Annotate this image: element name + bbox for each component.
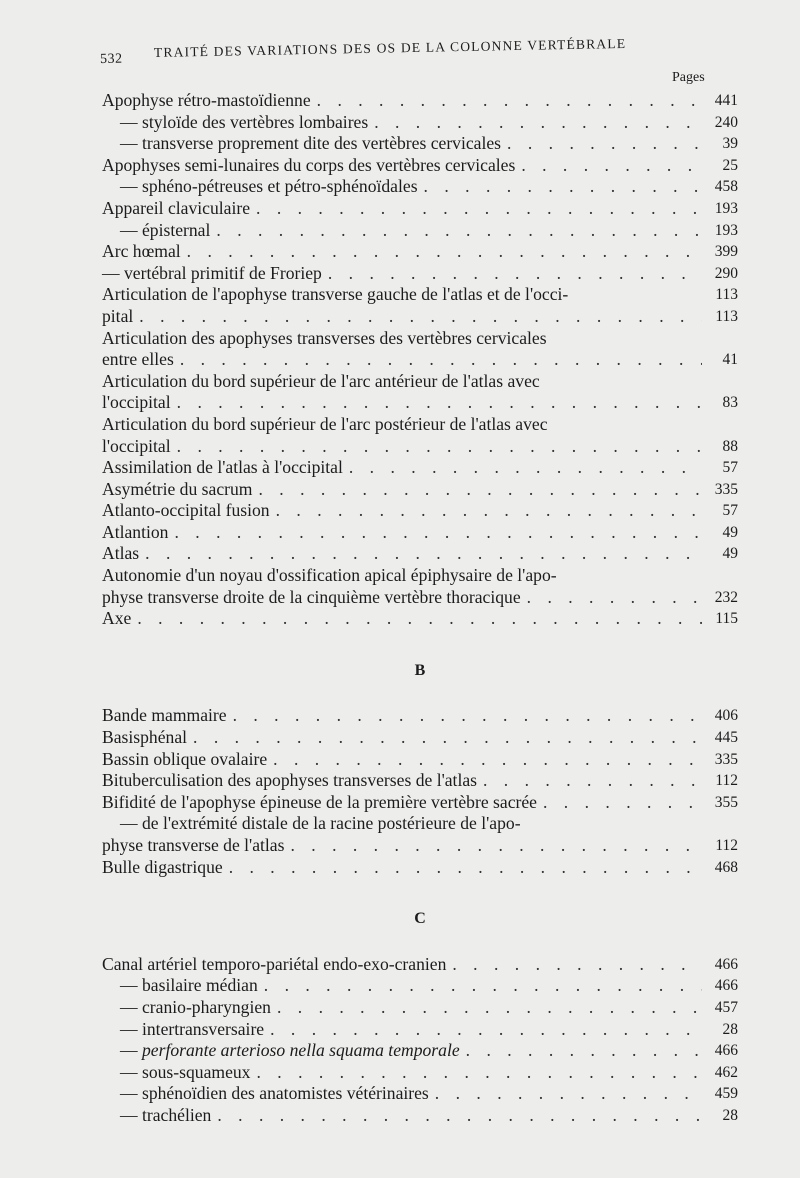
entry-page: 88 [722, 437, 738, 455]
entry-text: Atlas [102, 543, 140, 564]
entry-page: 445 [714, 729, 738, 747]
leader-dots [435, 1083, 702, 1105]
entry-text: Arc hœmal [102, 241, 181, 262]
index-entry [102, 543, 738, 565]
entry-page: 49 [722, 545, 738, 563]
entry-text: Bituberculisation des apophyses transverses de l'atlas [102, 770, 477, 791]
leader-dots [277, 997, 702, 1019]
entry-page: 240 [714, 113, 738, 131]
entry-text: Atlanto-occipital fusion [102, 500, 270, 521]
running-title: TRAITÉ DES VARIATIONS DES OS DE LA COLONNE VERTÉBRALE [153, 35, 627, 60]
section-letter: C [414, 910, 426, 928]
entry-text: entre elles [102, 349, 174, 370]
index-entry [102, 1105, 738, 1127]
entry-text: Asymétrie du sacrum [102, 478, 253, 499]
leader-dots [290, 835, 702, 857]
index-entry [102, 1062, 738, 1084]
index-entry [102, 328, 738, 350]
entry-text: — styloïde des vertèbres lombaires [120, 111, 369, 132]
index-entry [102, 997, 738, 1019]
index-entry [102, 565, 738, 587]
entry-text: Appareil claviculaire [102, 197, 251, 218]
entry-page: 113 [715, 286, 738, 304]
index-entry [102, 241, 738, 263]
entry-page: 193 [714, 199, 738, 217]
entry-text: Bifidité de l'apophyse épineuse de la première vertèbre sacrée [102, 791, 537, 812]
entry-page: 466 [714, 977, 738, 995]
entry-text: Bande mammaire [102, 705, 227, 726]
leader-dots [187, 241, 702, 263]
leader-dots [137, 608, 702, 630]
leader-dots [521, 155, 702, 177]
entry-text: l'occipital [102, 392, 171, 413]
index-entry [102, 457, 738, 479]
entry-text: Articulation des apophyses transverses des vertèbres cervicales [102, 327, 547, 348]
entry-page: 459 [714, 1085, 738, 1103]
leader-dots [483, 770, 702, 792]
leader-dots [216, 220, 702, 242]
entry-page: 406 [714, 707, 738, 725]
leader-dots [256, 198, 702, 220]
entry-page: 83 [722, 394, 738, 412]
leader-dots [180, 349, 702, 371]
entry-page: 458 [714, 178, 738, 196]
index-list [102, 90, 738, 1127]
index-entry [102, 133, 738, 155]
entry-text: Autonomie d'un noyau d'ossification apical épiphysaire de l'apo- [102, 565, 557, 586]
leader-dots [527, 587, 702, 609]
index-entry [102, 306, 738, 328]
leader-dots [217, 1105, 702, 1127]
entry-text: l'occipital [102, 435, 171, 456]
entry-text: Assimilation de l'atlas à l'occipital [102, 457, 343, 478]
leader-dots [270, 1019, 702, 1041]
index-entry [102, 792, 738, 814]
index-entry [102, 284, 738, 306]
index-entry [102, 1019, 738, 1041]
entry-text: — cranio-pharyngien [120, 996, 271, 1017]
entry-text: Articulation de l'apophyse transverse gauche de l'atlas et de l'occi- [102, 284, 569, 305]
entry-text: physe transverse de l'atlas [102, 835, 285, 855]
entry-page: 193 [714, 221, 738, 239]
entry-page: 466 [714, 955, 738, 973]
leader-dots [258, 479, 702, 501]
entry-text: Articulation du bord supérieur de l'arc antérieur de l'atlas avec [102, 370, 540, 391]
index-entry [102, 371, 738, 393]
leader-dots [193, 727, 702, 749]
index-entry [102, 857, 738, 879]
leader-dots [273, 749, 702, 771]
entry-page: 355 [714, 793, 738, 811]
leader-dots [424, 176, 702, 198]
leader-dots [466, 1040, 702, 1062]
entry-page: 462 [714, 1063, 738, 1081]
entry-page: 466 [714, 1042, 738, 1060]
leader-dots [233, 705, 702, 727]
entry-text: — de l'extrémité distale de la racine postérieure de l'apo- [120, 813, 521, 834]
entry-page: 441 [714, 92, 738, 109]
leader-dots [452, 954, 702, 976]
entry-page: 335 [714, 480, 738, 498]
index-entry [102, 1040, 738, 1062]
entry-text: Canal artériel temporo-pariétal endo-exo-cranien [102, 953, 447, 974]
entry-text: — transverse proprement dite des vertèbres cervicales [120, 133, 502, 154]
entry-text: Axe [102, 608, 132, 629]
entry-text: — sphénoïdien des anatomistes vétérinaires [120, 1083, 429, 1104]
index-entry [102, 414, 738, 436]
entry-page: 457 [714, 998, 738, 1016]
index-entry [102, 954, 738, 976]
entry-page: 57 [722, 459, 738, 477]
index-entry [102, 608, 738, 630]
index-entry [102, 263, 738, 285]
entry-text: Bulle digastrique [102, 856, 223, 877]
entry-page: 25 [722, 156, 738, 174]
index-entry [102, 813, 738, 835]
section-letter: B [414, 661, 426, 679]
leader-dots [507, 133, 702, 155]
leader-dots [328, 263, 702, 285]
index-entry [102, 479, 738, 501]
index-entry [102, 705, 738, 727]
leader-dots [349, 457, 702, 479]
entry-page: 49 [722, 523, 738, 541]
index-entry [102, 90, 738, 112]
entry-text: Bassin oblique ovalaire [102, 748, 268, 769]
pages-column-label: Pages [672, 70, 705, 85]
leader-dots [145, 543, 702, 565]
leader-dots [139, 306, 702, 328]
index-entry [102, 1083, 738, 1105]
entry-page: 232 [714, 588, 738, 606]
leader-dots [276, 500, 702, 522]
entry-text: — perforante arterioso nella squama temporale [120, 1040, 460, 1061]
index-entry [102, 522, 738, 544]
index-entry [102, 770, 738, 792]
entry-page: 112 [715, 837, 738, 854]
index-entry [102, 727, 738, 749]
entry-page: 112 [715, 772, 738, 790]
index-entry [102, 975, 738, 997]
entry-text: — intertransversaire [120, 1018, 265, 1039]
entry-text: pital [102, 305, 134, 326]
leader-dots [543, 792, 702, 814]
entry-page: 468 [714, 858, 738, 876]
index-entry [102, 749, 738, 771]
entry-text: Articulation du bord supérieur de l'arc postérieur de l'atlas avec [102, 413, 548, 434]
index-entry [102, 587, 738, 609]
entry-page: 115 [715, 610, 738, 628]
entry-page: 335 [714, 750, 738, 768]
index-entry [102, 436, 738, 458]
index-entry [102, 349, 738, 371]
entry-text: — épisternal [120, 219, 211, 240]
leader-dots [177, 392, 702, 414]
entry-page: 57 [722, 502, 738, 520]
leader-dots [374, 112, 702, 134]
leader-dots [174, 522, 702, 544]
entry-page: 39 [722, 135, 738, 153]
index-entry [102, 220, 738, 242]
leader-dots [229, 857, 702, 879]
page-number: 532 [99, 51, 123, 67]
entry-text: — vertébral primitif de Froriep [102, 262, 322, 283]
entry-text: Apophyses semi-lunaires du corps des vertèbres cervicales [102, 154, 516, 175]
entry-text: — sous-squameux [120, 1061, 251, 1082]
index-entry [102, 392, 738, 414]
entry-text: — trachélien [120, 1104, 212, 1125]
entry-text: Apophyse rétro-mastoïdienne [102, 90, 311, 110]
entry-page: 113 [715, 307, 738, 325]
entry-text: — sphéno-pétreuses et pétro-sphénoïdales [120, 176, 418, 197]
entry-page: 41 [722, 351, 738, 369]
entry-text: Atlantion [102, 521, 169, 542]
index-entry [102, 198, 738, 220]
index-entry [102, 500, 738, 522]
entry-text: Basisphénal [102, 727, 188, 748]
leader-dots [177, 436, 702, 458]
entry-text: — basilaire médian [120, 975, 258, 996]
entry-page: 290 [714, 264, 738, 282]
running-header [100, 29, 670, 70]
entry-page: 399 [714, 243, 738, 261]
entry-page: 28 [722, 1020, 738, 1038]
entry-text: physe transverse droite de la cinquième vertèbre thoracique [102, 586, 521, 607]
leader-dots [256, 1062, 702, 1084]
index-entry [102, 176, 738, 198]
index-entry [102, 155, 738, 177]
leader-dots [317, 90, 702, 112]
entry-page: 28 [722, 1106, 738, 1124]
index-entry [102, 835, 738, 857]
leader-dots [264, 975, 702, 997]
index-entry [102, 112, 738, 134]
